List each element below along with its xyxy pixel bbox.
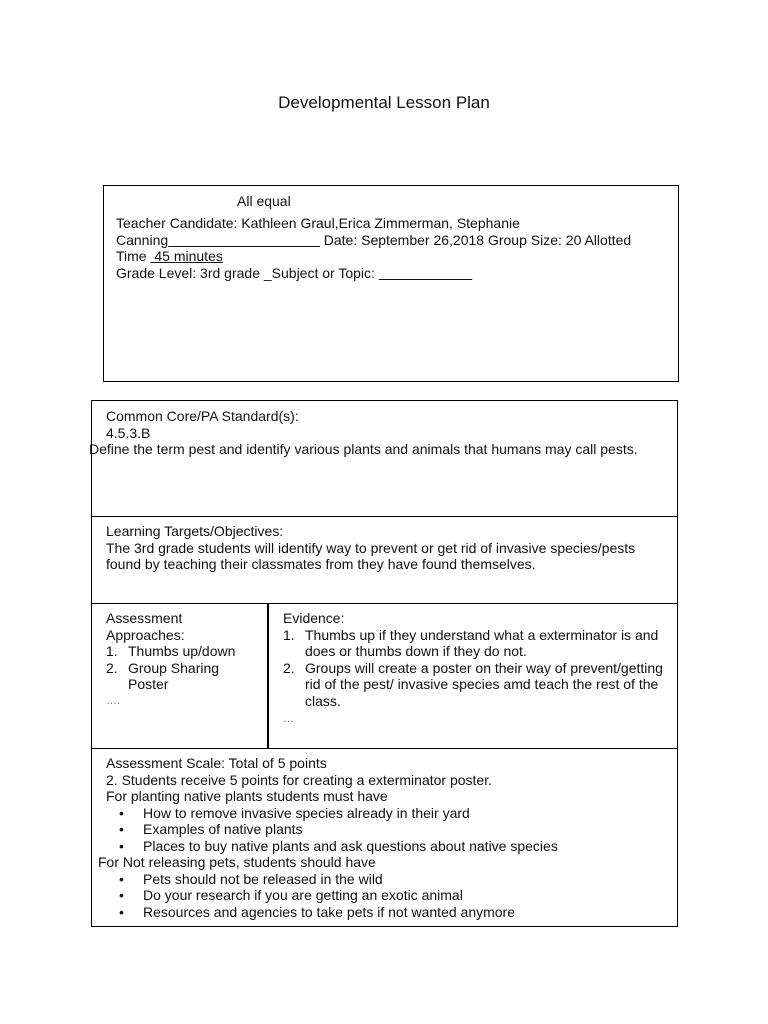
evidence-list (269, 627, 674, 710)
allotted-time-line (116, 248, 661, 265)
header-lines (116, 215, 661, 281)
evidence-section (269, 610, 674, 728)
time-label: Time (116, 248, 151, 264)
scale-line-3: For planting native plants students must have (106, 788, 388, 804)
list-item: 1. Thumbs up/down (106, 643, 236, 659)
date-group-line (116, 232, 661, 249)
standards-code: 4.5.3.B (106, 424, 151, 441)
list-item: 1. Thumbs up if they understand what a exterminator is and does or thumbs down if they do not. (283, 626, 659, 659)
time-value: 45 minutes (150, 248, 223, 264)
standards-heading: Common Core/PA Standard(s): (106, 408, 299, 424)
page-title: Developmental Lesson Plan (278, 93, 490, 112)
assessment-approaches (92, 610, 262, 709)
list-item: 2. Groups will create a poster on their way of prevent/getting rid of the pest/ invasive species amd teach the rest of the class. (283, 659, 663, 709)
assessment-scale-section (92, 755, 679, 920)
list-item: • Examples of native plants (119, 821, 303, 837)
targets-text: The 3rd grade students will identify way to prevent or get rid of invasive species/pests found by teaching their classmates from they have found themselves. (106, 539, 636, 572)
evidence-ellipsis: … (283, 713, 294, 725)
scale-line-4: For Not releasing pets, students should have (98, 854, 376, 870)
blank-underline (168, 232, 320, 248)
standards-text: Define the term pest and identify various plants and animals that humans may call pests. (89, 441, 638, 457)
native-plants-list (92, 805, 679, 855)
list-item: • Places to buy native plants and ask questions about native species (119, 837, 558, 854)
divider-3 (92, 748, 677, 749)
lesson-table (91, 400, 678, 927)
teacher-candidate-line: Teacher Candidate: Kathleen Graul,Erica Zimmerman, Stephanie (116, 215, 520, 231)
grade-subject-text: Grade Level: 3rd grade _Subject or Topic: (116, 264, 379, 281)
list-item: 2. Group Sharing Poster (106, 659, 220, 692)
approaches-heading-1: Assessment (106, 610, 183, 626)
approaches-list (92, 643, 262, 693)
list-item: • Do your research if you are getting an exotic animal (119, 887, 463, 903)
divider-2 (92, 603, 677, 604)
pets-list (92, 871, 679, 921)
scale-line-1: Assessment Scale: Total of 5 points (106, 755, 327, 771)
standards-section (89, 408, 679, 458)
targets-heading: Learning Targets/Objectives: (106, 523, 284, 539)
all-equal-note: All equal (237, 193, 291, 209)
header-info-box (103, 185, 679, 382)
approaches-heading-2: Approaches: (106, 626, 185, 643)
evidence-heading: Evidence: (283, 610, 345, 626)
list-item: • Pets should not be released in the wild (119, 870, 383, 887)
approaches-ellipsis: …. (106, 694, 121, 707)
list-item: • Resources and agencies to take pets if not wanted anymore (119, 903, 515, 920)
date-group-text: Date: September 26,2018 Group Size: 20 Allotted (319, 231, 632, 248)
targets-section (106, 523, 651, 573)
subject-blank (379, 265, 472, 281)
divider-1 (92, 516, 677, 517)
teacher-name-end: Canning (116, 231, 169, 248)
list-item: • How to remove invasive species already in their yard (119, 804, 470, 821)
scale-line-2: 2. Students receive 5 points for creating a exterminator poster. (106, 771, 492, 788)
grade-level-line (116, 265, 661, 282)
